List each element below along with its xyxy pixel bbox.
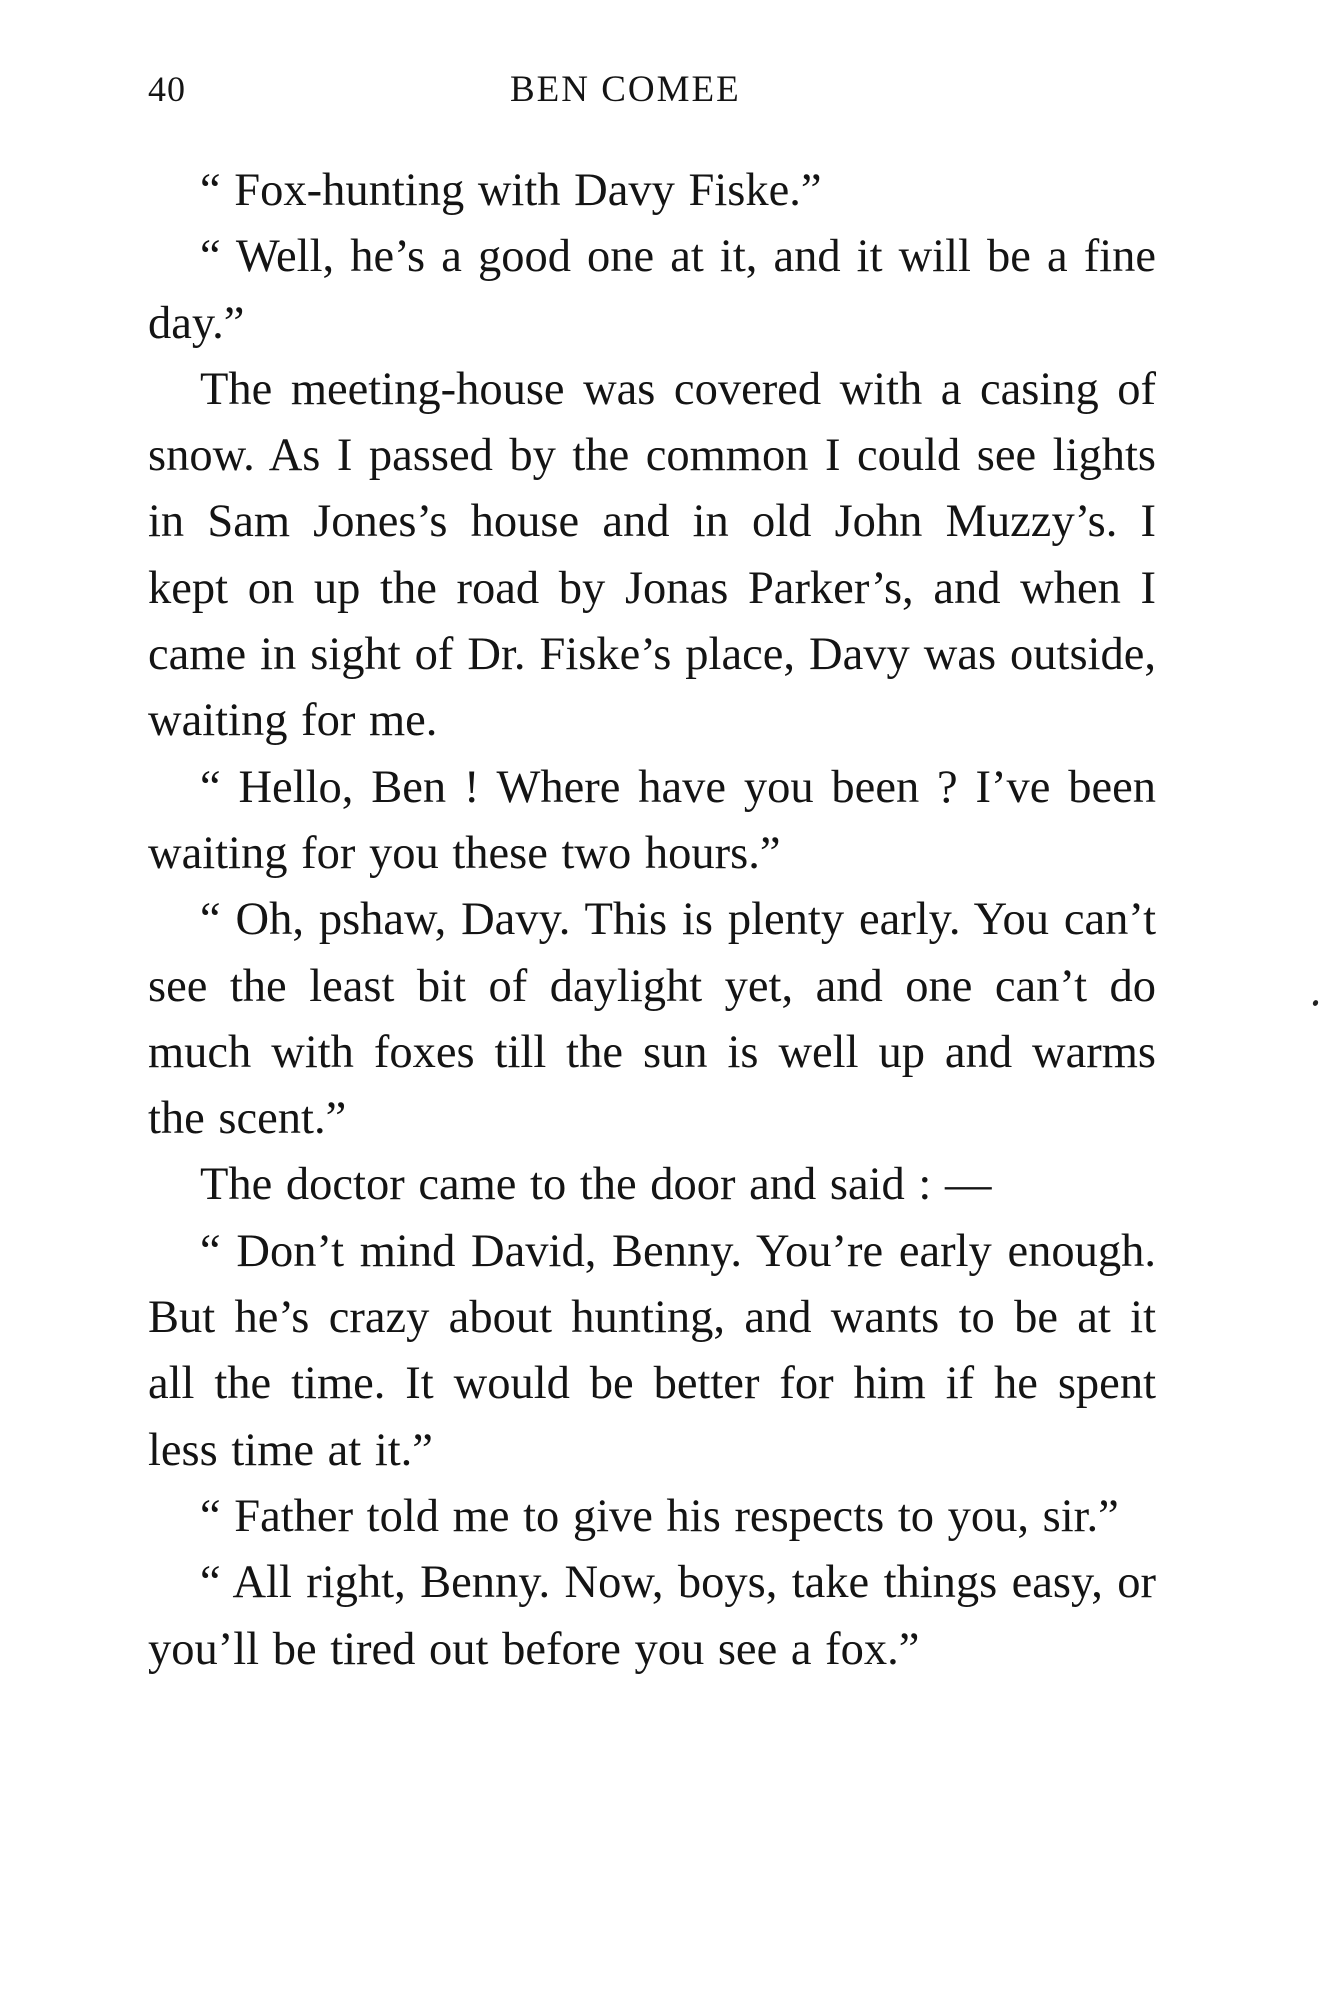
paragraph: “ Hello, Ben ! Where have you been ? I’ve been waiting for you these two hours.”	[148, 761, 1156, 879]
paragraph: “ Well, he’s a good one at it, and it will be a fine day.”	[148, 231, 1156, 349]
paragraph: “ Don’t mind David, Benny. You’re early enough. But he’s crazy about hunting, and wants to be at it all the time. It would be better for him if he spent less time at it.”	[148, 1225, 1156, 1476]
paragraph: The doctor came to the door and said : —	[200, 1159, 992, 1211]
ink-speck	[1312, 999, 1319, 1007]
running-head: BEN COMEE	[510, 69, 741, 110]
paragraph: “ Oh, pshaw, Davy. This is plenty early. You can’t see the least bit of daylight yet, and one can’t do much with foxes till the sun is well up and warms the scent.”	[148, 894, 1156, 1145]
paragraph: “ Fox-hunting with Davy Fiske.”	[200, 165, 822, 216]
paragraph: “ Father told me to give his respects to you, sir.”	[200, 1490, 1119, 1542]
page-number: 40	[148, 69, 186, 109]
page-header	[148, 68, 1148, 118]
paragraph: “ All right, Benny. Now, boys, take things easy, or you’ll be tired out before you see a fox.”	[148, 1557, 1156, 1675]
paragraph: The meeting-house was covered with a casing of snow. As I passed by the common I could see lights in Sam Jones’s house and in old John Muzzy’s. I kept on up the road by Jonas Parker’s, and when I came in sight of Dr. Fiske’s place, Davy was outside, waiting for me.	[148, 363, 1156, 747]
body-text	[148, 158, 1156, 1683]
